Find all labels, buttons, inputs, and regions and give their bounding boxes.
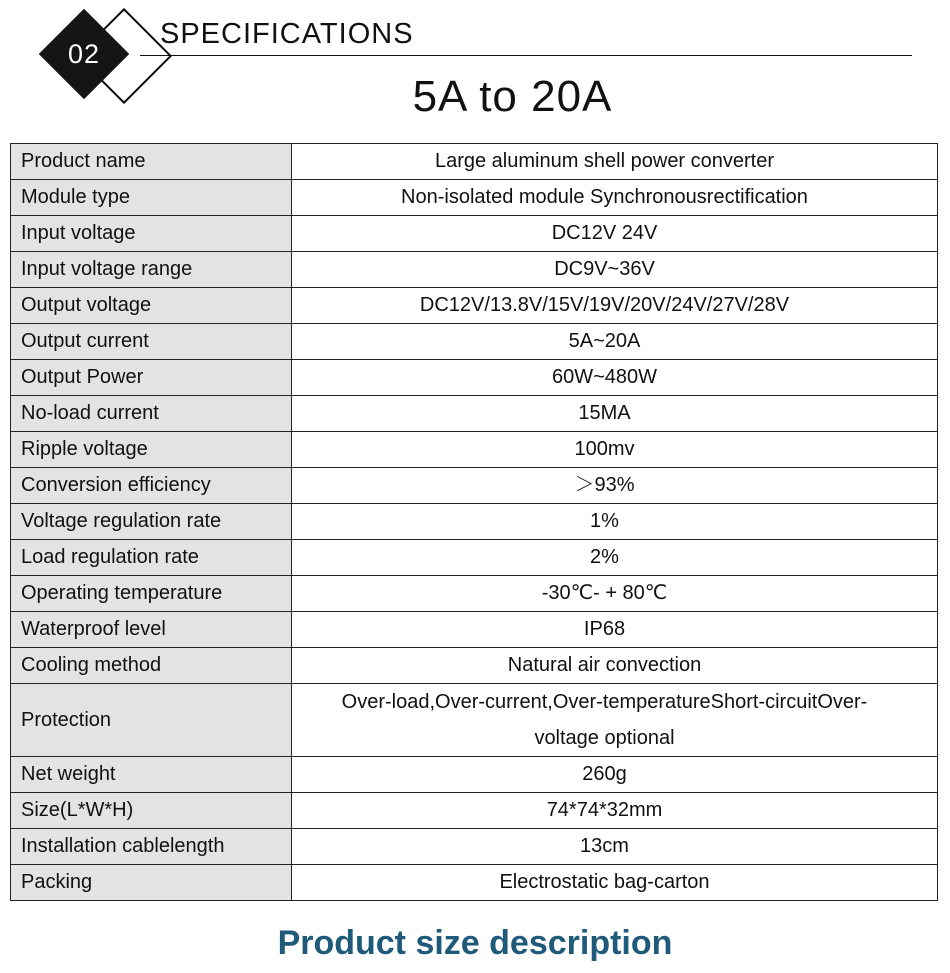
- table-row: [11, 793, 938, 829]
- table-row: [11, 468, 938, 504]
- spec-label: Output voltage: [11, 288, 292, 324]
- spec-label: Installation cablelength: [11, 829, 292, 865]
- spec-value: IP68: [292, 612, 938, 648]
- spec-label: Product name: [11, 144, 292, 180]
- spec-value: 260g: [292, 757, 938, 793]
- section-heading: Product size description: [277, 924, 673, 962]
- table-row: [11, 684, 938, 757]
- spec-value: DC12V 24V: [292, 216, 938, 252]
- spec-label: Operating temperature: [11, 576, 292, 612]
- table-row: [11, 540, 938, 576]
- spec-value: 74*74*32mm: [292, 793, 938, 829]
- spec-label: Voltage regulation rate: [11, 504, 292, 540]
- spec-label: Module type: [11, 180, 292, 216]
- spec-value: ＞93%: [292, 468, 938, 504]
- spec-label: Output current: [11, 324, 292, 360]
- table-row: [11, 504, 938, 540]
- table-row: [11, 396, 938, 432]
- spec-label: Load regulation rate: [11, 540, 292, 576]
- table-row: [11, 180, 938, 216]
- spec-value: Electrostatic bag-carton: [292, 865, 938, 901]
- spec-value: 60W~480W: [292, 360, 938, 396]
- table-row: [11, 576, 938, 612]
- spec-value: Over-load,Over-current,Over-temperatureShort-circuitOver-voltage optional: [292, 684, 938, 757]
- table-row: [11, 360, 938, 396]
- spec-label: Net weight: [11, 757, 292, 793]
- table-row: [11, 288, 938, 324]
- spec-label: Input voltage range: [11, 252, 292, 288]
- spec-label: No-load current: [11, 396, 292, 432]
- spec-label: Size(L*W*H): [11, 793, 292, 829]
- table-row: [11, 216, 938, 252]
- table-row: [11, 432, 938, 468]
- spec-value: Large aluminum shell power converter: [292, 144, 938, 180]
- spec-label: Input voltage: [11, 216, 292, 252]
- table-row: [11, 865, 938, 901]
- spec-value: DC12V/13.8V/15V/19V/20V/24V/27V/28V: [292, 288, 938, 324]
- spec-value: 13cm: [292, 829, 938, 865]
- spec-value: 100mv: [292, 432, 938, 468]
- spec-value: 1%: [292, 504, 938, 540]
- title-divider: [140, 55, 912, 56]
- spec-value: Natural air convection: [292, 648, 938, 684]
- spec-table: [10, 143, 938, 901]
- spec-value: 15MA: [292, 396, 938, 432]
- table-row: [11, 324, 938, 360]
- spec-label: Protection: [11, 684, 292, 757]
- table-row: [11, 648, 938, 684]
- spec-label: Waterproof level: [11, 612, 292, 648]
- spec-value: 2%: [292, 540, 938, 576]
- table-row: [11, 757, 938, 793]
- page-title: 5A to 20A: [412, 72, 613, 121]
- section-title: SPECIFICATIONS: [160, 18, 414, 50]
- spec-value: Non-isolated module Synchronousrectification: [292, 180, 938, 216]
- table-row: [11, 829, 938, 865]
- spec-label: Conversion efficiency: [11, 468, 292, 504]
- spec-label: Ripple voltage: [11, 432, 292, 468]
- spec-value: -30℃- + 80℃: [292, 576, 938, 612]
- spec-label: Cooling method: [11, 648, 292, 684]
- badge-number: 02: [67, 38, 101, 69]
- spec-value: 5A~20A: [292, 324, 938, 360]
- spec-label: Packing: [11, 865, 292, 901]
- spec-label: Output Power: [11, 360, 292, 396]
- table-row: [11, 144, 938, 180]
- table-row: [11, 252, 938, 288]
- table-row: [11, 612, 938, 648]
- spec-value: DC9V~36V: [292, 252, 938, 288]
